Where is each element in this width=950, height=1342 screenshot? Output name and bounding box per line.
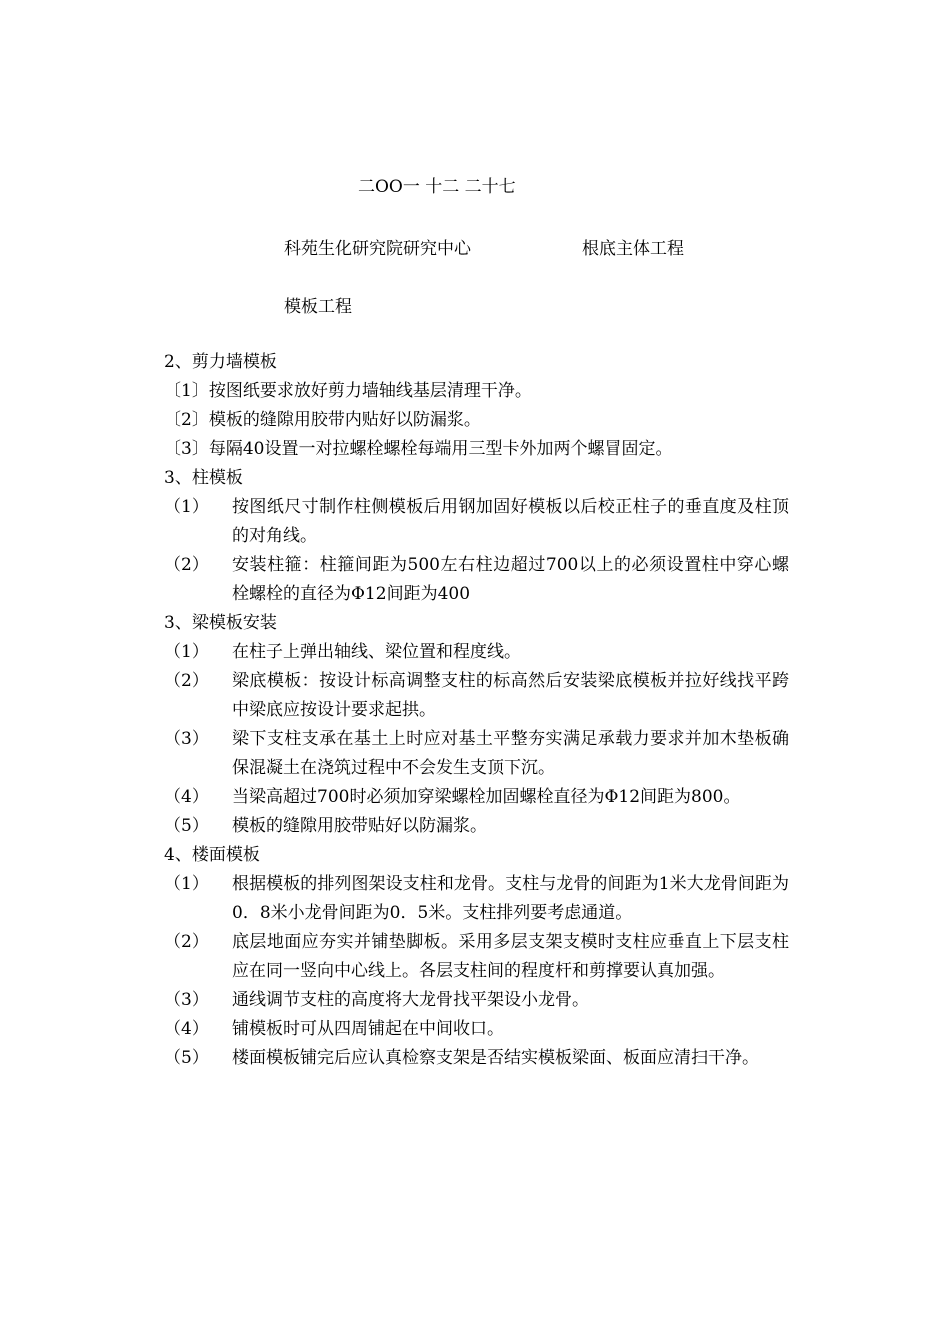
section-heading: 2、剪力墙模板 — [164, 352, 277, 372]
item-text: 底层地面应夯实并铺垫脚板。采用多层支架支模时支柱应垂直上下层支柱应在同一竖向中心线上。各层支柱间的程度杆和剪撑要认真加强。 — [232, 932, 789, 981]
list-item — [164, 783, 789, 812]
list-item — [164, 870, 789, 928]
item-text: 当梁高超过700时必须加穿梁螺栓加固螺栓直径为Φ12间距为800。 — [232, 787, 741, 807]
item-text: 梁底模板：按设计标高调整支柱的标高然后安装梁底模板并拉好线找平跨中梁底应按设计要求起拱。 — [232, 671, 789, 720]
item-text: 按图纸尺寸制作柱侧模板后用钢加固好模板以后校正柱子的垂直度及柱顶的对角线。 — [232, 497, 789, 546]
list-item — [164, 638, 789, 667]
item-text: 安装柱箍：柱箍间距为500左右柱边超过700以上的必须设置柱中穿心螺栓螺栓的直径为Φ12间距为400 — [232, 555, 789, 604]
item-number: （1） — [164, 642, 209, 662]
list-item — [164, 551, 789, 609]
list-item — [164, 493, 789, 551]
item-number: （3） — [164, 990, 209, 1010]
document-subtitle: 模板工程 — [284, 297, 352, 317]
item-text: 在柱子上弹出轴线、梁位置和程度线。 — [232, 642, 521, 662]
item-text: 梁下支柱支承在基土上时应对基土平整夯实满足承载力要求并加木垫板确保混凝土在浇筑过程中不会发生支顶下沉。 — [232, 729, 789, 778]
project-line — [284, 234, 724, 259]
list-item — [164, 1044, 789, 1073]
list-item — [164, 986, 789, 1015]
list-item — [164, 1015, 789, 1044]
item-number: （1） — [164, 497, 209, 517]
item-text: 每隔40设置一对拉螺栓螺栓每端用三型卡外加两个螺冒固定。 — [208, 439, 673, 459]
list-item — [164, 406, 789, 435]
item-number: 〔2〕 — [164, 410, 209, 430]
item-text: 模板的缝隙用胶带贴好以防漏浆。 — [232, 816, 487, 836]
date-line: 二OO一 十二 二十七 — [358, 177, 516, 197]
list-item — [164, 812, 789, 841]
item-number: （2） — [164, 671, 209, 691]
item-number: 〔3〕 — [164, 439, 209, 459]
organization-name: 科苑生化研究院研究中心 — [284, 239, 471, 259]
item-number: （3） — [164, 729, 209, 749]
item-text: 楼面模板铺完后应认真检察支架是否结实模板梁面、板面应清扫干净。 — [232, 1048, 759, 1068]
list-item — [164, 377, 789, 406]
item-text: 通线调节支柱的高度将大龙骨找平架设小龙骨。 — [232, 990, 589, 1010]
item-text: 按图纸要求放好剪力墙轴线基层清理干净。 — [208, 381, 532, 401]
item-number: （2） — [164, 555, 209, 575]
item-number: （4） — [164, 787, 209, 807]
list-item — [164, 725, 789, 783]
item-text: 铺模板时可从四周铺起在中间收口。 — [232, 1019, 504, 1039]
item-number: （5） — [164, 816, 209, 836]
list-item — [164, 435, 789, 464]
section-heading: 3、柱模板 — [164, 468, 243, 488]
item-number: （4） — [164, 1019, 209, 1039]
item-number: （5） — [164, 1048, 209, 1068]
item-number: 〔1〕 — [164, 381, 209, 401]
project-name: 根底主体工程 — [582, 239, 684, 259]
list-item — [164, 928, 789, 986]
section-heading: 3、梁模板安装 — [164, 613, 277, 633]
item-text: 根据模板的排列图架设支柱和龙骨。支柱与龙骨的间距为1米大龙骨间距为0．8米小龙骨间距为0．5米。支柱排列要考虑通道。 — [232, 874, 789, 923]
list-item — [164, 667, 789, 725]
section-heading: 4、楼面模板 — [164, 845, 260, 865]
document-body — [164, 348, 789, 1073]
item-text: 模板的缝隙用胶带内贴好以防漏浆。 — [208, 410, 481, 430]
item-number: （1） — [164, 874, 209, 894]
item-number: （2） — [164, 932, 209, 952]
